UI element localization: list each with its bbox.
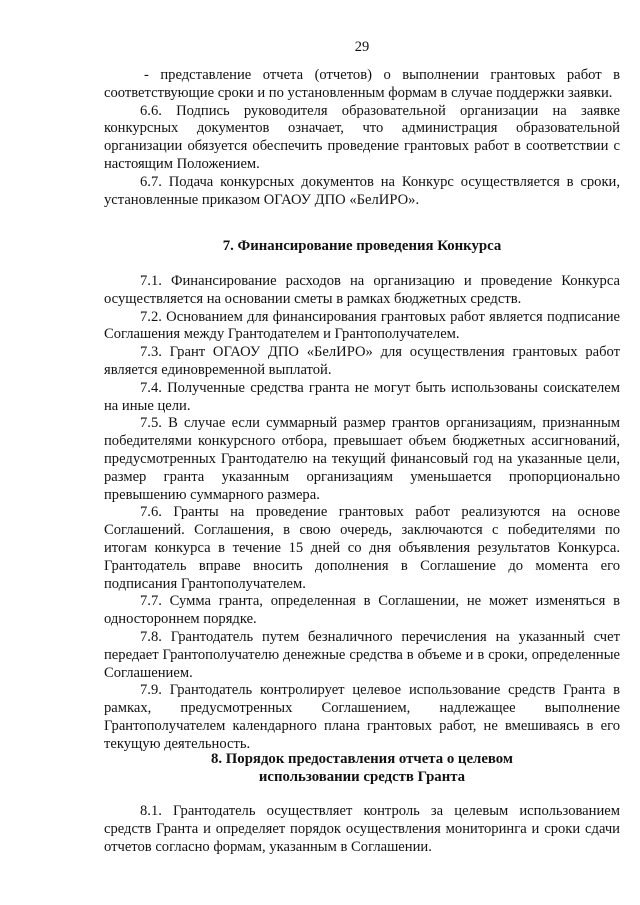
section-8-body [104,803,620,856]
paragraph-report-item: - представление отчета (отчетов) о выполнении грантовых работ в соответствующие сроки и по установленным формам в случае поддержки заявки. [104,67,620,101]
paragraph-6-6: 6.6. Подпись руководителя образовательной организации на заявке конкурсных документов означает, что администрация образовательной организации обязуется обеспечить проведение грантовых работ в соответствии с настоящим Положением. [104,102,620,172]
section-7-heading: 7. Финансирование проведения Конкурса [222,238,502,254]
paragraph-7-9: 7.9. Грантодатель контролирует целевое использование средств Гранта в рамках, предусмотренных Соглашением, надлежащее выполнение Грантополучателем календарного плана грантовых работ, не вмешиваясь в его текущую деятельность. [104,682,620,752]
paragraph-7-4: 7.4. Полученные средства гранта не могут быть использованы соискателем на иные цели. [104,379,620,414]
paragraph-7-6: 7.6. Гранты на проведение грантовых работ реализуются на основе Соглашений. Соглашения, в свою очередь, заключаются с победителями по итогам конкурса в течение 15 дней со дня объявления результатов Конкурса. Грантодатель вправе вносить дополнения в Соглашение до момента его подписания Грантополучателем. [104,504,620,592]
paragraph-7-2: 7.2. Основанием для финансирования грантовых работ является подписание Соглашения между Грантодателем и Грантополучателем. [104,308,620,343]
paragraph-6-7: 6.7. Подача конкурсных документов на Конкурс осуществляется в сроки, установленные приказом ОГАОУ ДПО «БелИРО». [104,173,620,208]
paragraph-7-5: 7.5. В случае если суммарный размер грантов организациям, признанным победителями конкурсного отбора, превышает объем бюджетных ассигнований, предусмотренных Грантодателю на текущий финансовый год на указанные цели, размер гранта указанным организациям уменьшается пропорционально превышению суммарного размера. [104,415,620,503]
section-8-heading [104,750,620,786]
paragraph-7-7: 7.7. Сумма гранта, определенная в Соглашении, не может изменяться в одностороннем порядке. [104,593,620,628]
paragraph-7-1: 7.1. Финансирование расходов на организацию и проведение Конкурса осуществляется на основании сметы в рамках бюджетных средств. [104,273,620,307]
section-6-continuation [104,67,620,209]
paragraph-7-3: 7.3. Грант ОГАОУ ДПО «БелИРО» для осуществления грантовых работ является единовременной выплатой. [104,344,620,378]
paragraph-7-8: 7.8. Грантодатель путем безналичного перечисления на указанный счет передает Грантополучателю денежные средства в объеме и в сроки, определенные Соглашением. [104,628,620,681]
section-8-heading-block [104,750,620,786]
document-page [104,0,620,905]
page-number: 29 [354,39,370,55]
section-8-heading-line-1: 8. Порядок предоставления отчета о целевом [211,751,513,767]
section-8-heading-line-2: использовании средств Гранта [258,769,466,785]
section-7-body [104,273,620,754]
section-7-heading-block [104,237,620,255]
paragraph-8-1: 8.1. Грантодатель осуществляет контроль за целевым использованием средств Гранта и определяет порядок осуществления мониторинга и сроки сдачи отчетов согласно формам, указанным в Соглашении. [104,803,620,855]
